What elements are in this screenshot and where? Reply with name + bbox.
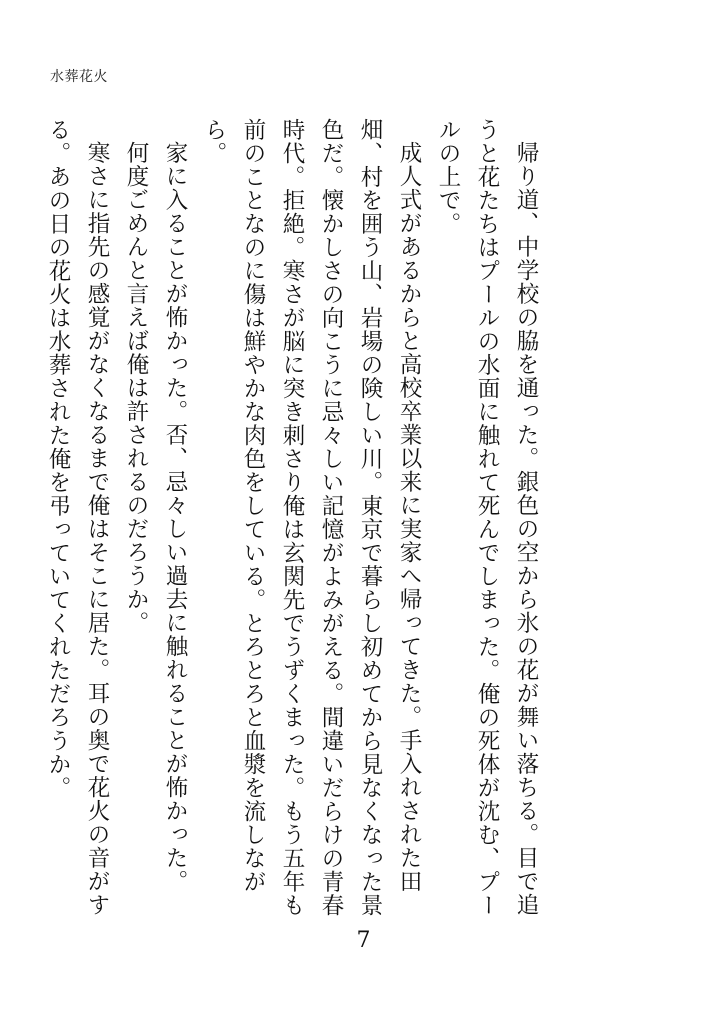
paragraph: 寒さに指先の感覚がなくなるまで俺はそこに居た。耳の奥で花火の音がする。あの日の花火は水葬された俺を弔っていてくれただろうか。 (45, 118, 110, 916)
paragraph: 何度ごめんと言えば俺は許されるのだろうか。 (123, 140, 149, 634)
paragraph: 成人式があるからと高校卒業以来に実家へ帰ってきた。手入れされた田畑、村を囲う山、岩場の険しい川。東京で暮らし初めてから見なくなった景色だ。懐かしさの向こうに忌々しい記憶がよみがえる。間違いだらけの青春時代。拒絶。寒さが脳に突き刺さり俺は玄関先でうずくまった。もう五年も前のことなのに傷は鮮やかな肉色をしている。とろとろと血漿を流しながら。 (201, 118, 422, 917)
page-number: 7 (356, 928, 371, 953)
body-text (45, 118, 545, 938)
paragraph: 家に入ることが怖かった。否、忌々しい過去に触れることが怖かった。 (162, 140, 188, 893)
paragraph: 帰り道、中学校の脇を通った。銀色の空から氷の花が舞い落ちる。目で追うと花たちはプールの水面に触れて死んでしまった。俺の死体が沈む、プールの上で。 (435, 118, 539, 917)
running-header-title: 水葬花火 (50, 69, 108, 85)
